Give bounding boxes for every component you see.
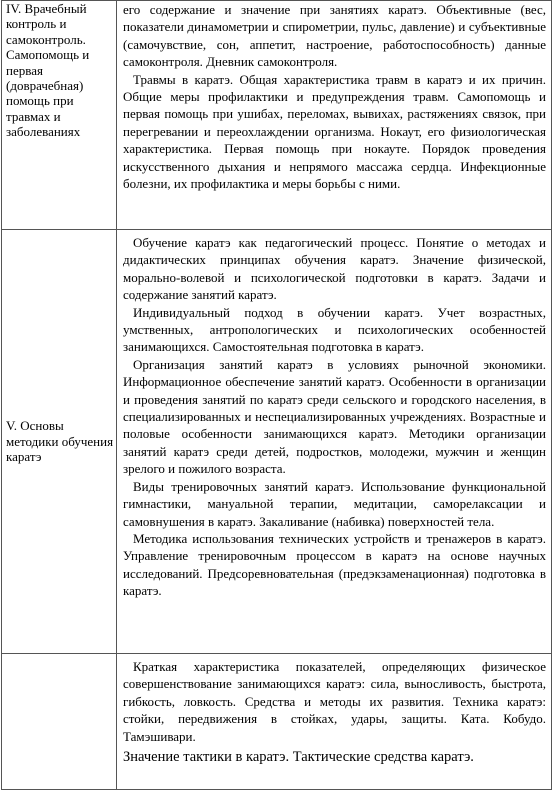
table-row [2, 230, 552, 654]
section-title-cell [2, 1, 117, 230]
content-paragraph: Индивидуальный подход в обучении каратэ. Учет возрастных, умственных, антропологических и психологических особенностей занимающихся. Самостоятельная подготовка в каратэ. [123, 304, 546, 355]
content-paragraph: Организация занятий каратэ в условиях рыночной экономики. Информационное обеспечение занятий каратэ. Особенности в организации и проведения занятий по каратэ среди сельского и городского населения, в специализированных и неспециализированных учреждениях. Возрастные и половые особенности занимающихся каратэ. Методики организации занятий каратэ среди детей, подростков, молодежи, мужчин и женщин зрелого и пожилого возраста. [123, 356, 546, 477]
section-title: V. Основы методики обучения каратэ [6, 418, 114, 465]
section-title-cell [2, 654, 117, 790]
section-title: IV. Врачебный контроль и самоконтроль. Самопомощь и первая (доврачебная) помощь при травмах и заболеваниях [6, 1, 90, 140]
content-paragraph: Краткая характеристика показателей, определяющих физическое совершенствование занимающихся каратэ: сила, выносливость, быстрота, гибкость, ловкость. Средства и методы их развития. Техника каратэ: стойки, передвижения в стойках, удары, защиты. Ката. Кобудо. Тамэшивари. [123, 659, 546, 744]
section-title-cell [2, 230, 117, 654]
table-row [2, 654, 552, 790]
content-paragraph: Травмы в каратэ. Общая характеристика травм в каратэ и их причин. Общие меры профилактики и предупреждения травм. Самопомощь и первая помощь при ушибах, переломах, вывихах, растяжениях связок, при перегревании и переохлаждении организма. Нокаут, его физиологическая характеристика. Первая помощь при нокауте. Порядок проведения искусственного дыхания и непрямого массажа сердца. Инфекционные болезни, их профилактика и меры борьбы с ними. [123, 71, 546, 192]
content-paragraph: Методика использования технических устройств и тренажеров в каратэ. Управление тренировочным процессом в каратэ на основе научных исследований. Предсоревновательная (предэкзаменационная) подготовка в каратэ. [123, 530, 546, 599]
content-paragraph: Виды тренировочных занятий каратэ. Использование функциональной гимнастики, мануальной терапии, медитации, саморелаксации и самовнушения в каратэ. Закаливание (набивка) поверхностей тела. [123, 478, 546, 529]
section-content-cell [117, 230, 552, 654]
content-paragraph: Значение тактики в каратэ. Тактические средства каратэ. [123, 749, 474, 766]
content-paragraph: Обучение каратэ как педагогический процесс. Понятие о методах и дидактических принципах обучения каратэ. Значение физической, морально-волевой и психологической подготовки в каратэ. Задачи и содержание занятий каратэ. [123, 235, 546, 303]
content-paragraph: его содержание и значение при занятиях каратэ. Объективные (вес, показатели динамометрии и спирометрии, пульс, давление) и субъективные (самочувствие, сон, аппетит, настроение, работоспособность) данные самоконтроля. Дневник самоконтроля. [123, 2, 546, 70]
curriculum-table [1, 0, 552, 790]
section-content-cell [117, 654, 552, 790]
section-content-cell [117, 1, 552, 230]
table-row [2, 1, 552, 230]
